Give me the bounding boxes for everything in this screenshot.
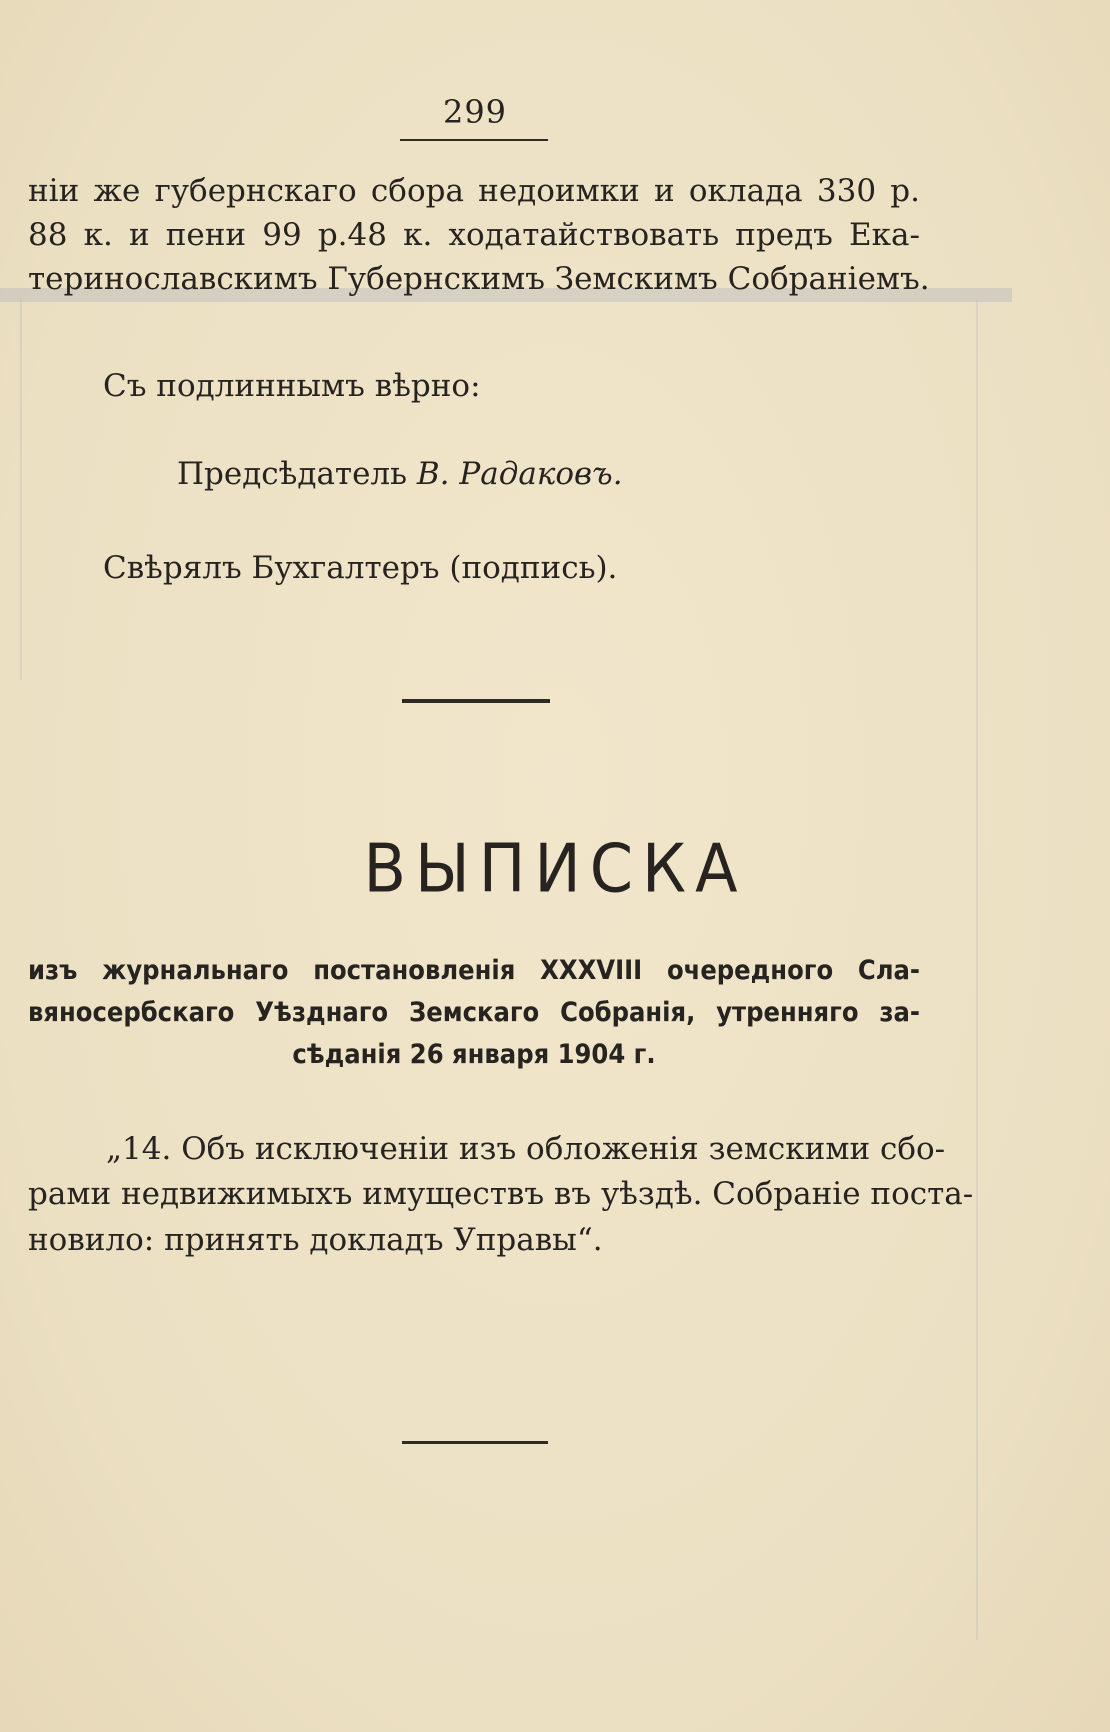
- body-line: новило: принять докладъ Управы“.: [28, 1222, 603, 1258]
- bleed-through-line: [976, 300, 978, 1640]
- true-copy-note: Съ подлиннымъ вѣрно:: [103, 368, 481, 404]
- chairman-name: В. Радаковъ.: [416, 456, 623, 492]
- page-number-rule: [400, 139, 548, 141]
- subtitle-line: сѣданія 26 января 1904 г.: [292, 1039, 656, 1070]
- page-number: 299: [442, 93, 508, 131]
- bleed-through-line: [20, 300, 22, 680]
- end-divider: [402, 1441, 548, 1444]
- paragraph-line: теринославскимъ Губернскимъ Земскимъ Собраніемъ.: [28, 261, 930, 297]
- paragraph-line: 88 к. и пени 99 р.48 к. ходатайствовать предъ Ека-: [28, 217, 920, 253]
- subtitle-line: изъ журнальнаго постановленія XXXVIII очередного Сла-: [28, 955, 920, 986]
- chairman-signature: [177, 456, 623, 492]
- subtitle-line: вяносербскаго Уѣзднаго Земскаго Собранія, утренняго за-: [28, 997, 920, 1028]
- accountant-verification: Свѣрялъ Бухгалтеръ (подпись).: [103, 550, 618, 586]
- paragraph-line: нiи же губернскаго сбора недоимки и оклада 330 р.: [28, 173, 920, 209]
- body-line: рами недвижимыхъ имуществъ въ уѣздѣ. Собраніе поста-: [28, 1176, 974, 1212]
- section-divider: [402, 699, 550, 703]
- body-line: „14. Объ исключеніи изъ обложенія земскими сбо-: [106, 1131, 946, 1167]
- chairman-title: Предсѣдатель: [177, 456, 408, 492]
- extract-title: ВЫПИСКА: [363, 829, 747, 908]
